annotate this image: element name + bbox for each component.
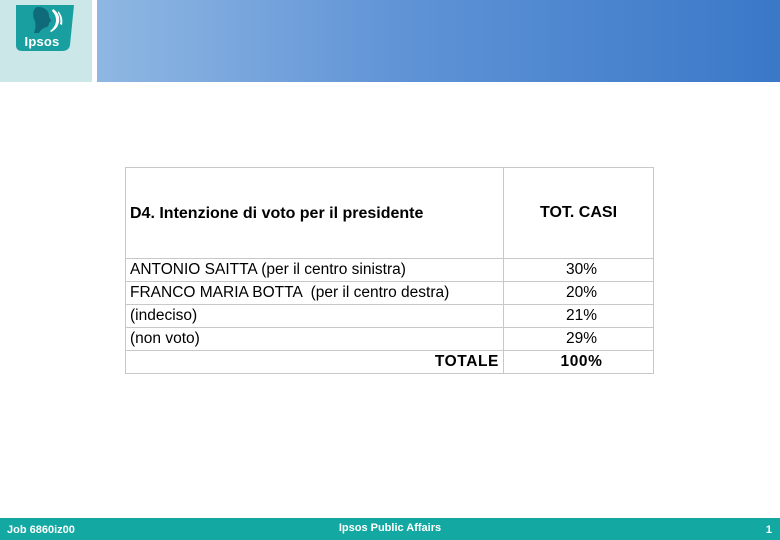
total-value: 100% — [504, 351, 654, 374]
table-row — [126, 282, 654, 305]
table-row — [126, 259, 654, 282]
row-value: 30% — [504, 259, 654, 282]
table-row — [126, 328, 654, 351]
table-total-row — [126, 351, 654, 374]
logo-panel — [0, 0, 92, 82]
footer-page-number: 1 — [765, 524, 772, 536]
row-label: FRANCO MARIA BOTTA (per il centro destra) — [126, 282, 504, 305]
row-label: ANTONIO SAITTA (per il centro sinistra) — [126, 259, 504, 282]
vote-intention-table — [125, 167, 654, 374]
question-header: D4. Intenzione di voto per il presidente — [126, 168, 504, 259]
total-cases-header: TOT. CASI — [504, 168, 654, 259]
logo-text: Ipsos — [24, 34, 60, 49]
table-header-row — [126, 168, 654, 259]
row-label: (non voto) — [126, 328, 504, 351]
table-row — [126, 305, 654, 328]
footer-job-number: Job 6860iz00 — [7, 524, 75, 536]
footer-bar — [0, 518, 780, 540]
row-label: (indeciso) — [126, 305, 504, 328]
row-value: 20% — [504, 282, 654, 305]
row-value: 29% — [504, 328, 654, 351]
row-value: 21% — [504, 305, 654, 328]
total-label: TOTALE — [126, 351, 504, 374]
footer-company: Ipsos Public Affairs — [338, 522, 442, 534]
ipsos-logo — [14, 5, 76, 55]
header-band — [97, 0, 780, 82]
